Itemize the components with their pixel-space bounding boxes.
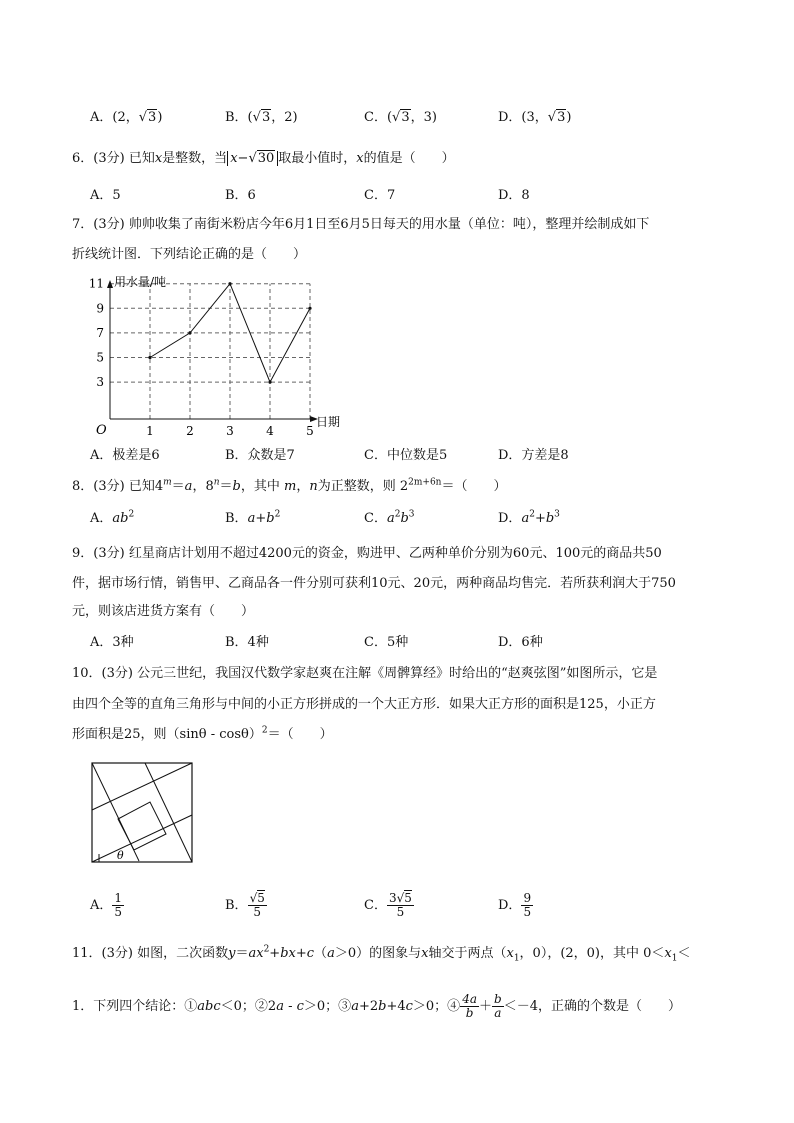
q11-c2b: - xyxy=(283,999,297,1014)
q8-var-a: a xyxy=(184,479,193,494)
q11-mid: 轴交于两点（ xyxy=(428,946,507,961)
q10-option-c-label: C． xyxy=(364,898,387,913)
q11-ax: ax xyxy=(248,946,264,961)
sqrt-symbol: √3 xyxy=(392,110,410,125)
x-tick-label: 5 xyxy=(306,424,314,438)
q6-option-d[interactable]: D．8 xyxy=(498,188,530,203)
q10-option-c-fraction xyxy=(387,892,414,919)
x-axis-label: 日期 xyxy=(316,415,341,429)
q8-option-c-exp2: 3 xyxy=(408,509,415,520)
q8-option-d-plus: + xyxy=(534,511,546,526)
sqrt-symbol: √3 xyxy=(252,110,271,125)
q11-f1-den: b xyxy=(465,1006,474,1020)
q9-stem-line1: 9．(3分) 红星商店计划用不超过4200元的资金，购进甲、乙两种单价分别为60元、100元的商品共50 xyxy=(72,546,662,561)
theta-label: θ xyxy=(117,849,124,862)
y-axis-label: 用水量/吨 xyxy=(114,275,167,289)
q11-x1b: x xyxy=(664,946,672,961)
q10-option-b-num: √5 xyxy=(249,891,265,905)
q8-option-d-base2: b xyxy=(545,511,555,526)
q6-option-a[interactable]: A．5 xyxy=(90,188,121,203)
q8-option-b-exp: 2 xyxy=(274,509,281,520)
q11-cond-a: a xyxy=(327,946,335,961)
y-tick-labels xyxy=(89,277,104,389)
right-triangle-edges xyxy=(145,763,192,862)
q8-sep: ，8 xyxy=(192,479,214,494)
q6-abs-minus: − xyxy=(237,151,249,166)
q8-option-c-label: C． xyxy=(364,511,387,526)
q5-option-b-suffix: ，2) xyxy=(271,110,298,125)
q11-sub2: 1 xyxy=(671,953,678,964)
q6-absolute-expression xyxy=(227,151,278,166)
q10-stem-line1: 10．(3分) 公元三世纪，我国汉代数学家赵爽在注解《周髀算经》时给出的“赵爽弦图”如图所示，它是 xyxy=(72,666,658,681)
q10-option-c-den: 5 xyxy=(396,905,405,919)
q11-plus1: + xyxy=(269,946,281,961)
q5-option-c-prefix: C．( xyxy=(364,110,393,125)
q11-c3e: c xyxy=(405,999,413,1014)
q8-mid2: 为正整数，则 2 xyxy=(317,479,409,494)
q5-option-c-suffix: ，3) xyxy=(410,110,437,125)
q11-c5: ＜－4，正确的个数是（ ） xyxy=(503,999,681,1014)
q8-option-d-exp2: 3 xyxy=(554,509,560,520)
q5-option-c[interactable] xyxy=(364,109,437,127)
y-tick-label: 11 xyxy=(88,276,104,291)
q10-stem-line2: 由四个全等的直角三角形与中间的小正方形拼成的一个大正方形．如果大正方形的面积是125，小正方 xyxy=(72,697,656,712)
q8-comma: ， xyxy=(296,479,310,494)
y-tick-label: 7 xyxy=(96,325,104,340)
q11-square: 2 xyxy=(263,944,270,955)
q10-option-a-num: 1 xyxy=(114,891,123,905)
y-tick-label: 5 xyxy=(96,350,104,365)
q6-abs-var: x xyxy=(230,151,238,166)
q11-f2-den: a xyxy=(494,1006,502,1020)
q6-mid: 是整数，当 xyxy=(162,151,228,166)
q7-stem-line2: 折线统计图．下列结论正确的是（ ） xyxy=(72,247,307,262)
q8-eq2: ＝ xyxy=(219,479,233,494)
sqrt-symbol: √3 xyxy=(547,110,566,125)
x-tick-label: 1 xyxy=(146,424,154,438)
q11-head: 11．(3分) 如图，二次函数 xyxy=(72,946,229,961)
q11-fraction-4a-over-b xyxy=(460,993,479,1020)
q11-plus: ＋ xyxy=(478,999,492,1014)
y-tick-label: 9 xyxy=(96,301,104,316)
q11-c2a: a xyxy=(276,999,284,1014)
q5-option-d-prefix: D．(3， xyxy=(498,110,548,125)
q6-tail: 取最小值时， xyxy=(278,151,357,166)
q10-option-d-label: D． xyxy=(498,898,522,913)
q11-cond-open: （ xyxy=(314,946,328,961)
q11-bx: bx xyxy=(280,946,296,961)
q10-option-c-radicand: 5 xyxy=(404,891,412,905)
q11-x1: x xyxy=(506,946,514,961)
q8-option-b-base1: a xyxy=(247,511,256,526)
x-tick-label: 4 xyxy=(266,424,274,438)
q7-option-b[interactable]: B．众数是7 xyxy=(225,448,295,463)
q5-option-b-radicand: 3 xyxy=(261,110,271,125)
q8-option-a-label: A． xyxy=(90,511,113,526)
q10-option-d-num: 9 xyxy=(523,891,532,905)
q5-option-d-radicand: 3 xyxy=(557,110,566,125)
q8-stem xyxy=(72,478,506,496)
q10-option-a[interactable] xyxy=(90,892,124,919)
q8-head: 8．(3分) 已知 xyxy=(72,479,155,494)
q9-option-c[interactable]: C．5种 xyxy=(364,635,409,650)
q9-option-d[interactable]: D．6种 xyxy=(498,635,543,650)
q10-option-d[interactable] xyxy=(498,892,533,919)
q10-line3-post: ＝（ ） xyxy=(267,727,333,742)
q5-option-a-prefix: A．(2， xyxy=(90,110,139,125)
q8-option-a[interactable] xyxy=(90,510,134,528)
q8-option-c-exp1: 2 xyxy=(394,509,401,520)
right-triangle-edges xyxy=(92,763,192,810)
q11-c3b: +2 xyxy=(358,999,379,1014)
q10-option-c-coef: 3 xyxy=(388,891,397,905)
q11-c3d: +4 xyxy=(386,999,406,1014)
q8-option-c[interactable] xyxy=(364,510,415,528)
q8-option-d-exp1: 2 xyxy=(529,509,535,520)
data-point xyxy=(308,307,311,310)
q10-option-c-num: 3√5 xyxy=(388,891,412,905)
large-square xyxy=(92,763,192,862)
q5-option-a[interactable] xyxy=(90,109,162,127)
q5-option-b[interactable] xyxy=(225,109,298,127)
q8-base1: 4 xyxy=(154,479,164,494)
q11-stem-line2 xyxy=(72,993,681,1020)
q11-line2-head: 1．下列四个结论：① xyxy=(72,999,198,1014)
zhao-shuang-string-diagram xyxy=(91,762,195,864)
q9-stem-line3: 元，则该店进货方案有（ ） xyxy=(72,604,255,619)
q11-c3a: a xyxy=(351,999,359,1014)
q8-tail: ＝（ ） xyxy=(441,479,507,494)
q6-tail-var: x xyxy=(356,151,364,166)
q11-f1-num: 4a xyxy=(462,992,477,1006)
q8-option-c-base2: b xyxy=(400,511,409,526)
q11-sub1: 1 xyxy=(513,953,520,964)
x-tick-label: 2 xyxy=(186,424,194,438)
q11-c2c: c xyxy=(296,999,304,1014)
small-square xyxy=(118,802,166,850)
q6-head: 6．(3分) 已知 xyxy=(72,151,155,166)
q8-option-d-base1: a xyxy=(521,511,530,526)
q8-option-a-exp: 2 xyxy=(128,509,135,520)
q10-option-c[interactable] xyxy=(364,892,414,919)
q6-var: x xyxy=(154,151,163,166)
q9-option-a[interactable]: A．3种 xyxy=(90,635,134,650)
q7-option-c[interactable]: C．中位数是5 xyxy=(364,448,448,463)
q11-c3c: b xyxy=(378,999,387,1014)
data-point xyxy=(268,381,271,384)
q5-option-b-prefix: B．( xyxy=(225,110,253,125)
q11-y: y xyxy=(228,946,236,961)
chart-grid xyxy=(110,284,310,419)
q8-exp3: 2m+6n xyxy=(408,477,442,488)
q11-c4: ＞0；④ xyxy=(412,999,461,1014)
q8-exp1: m xyxy=(163,477,172,488)
data-point xyxy=(228,282,231,285)
q8-option-b-plus: + xyxy=(255,511,267,526)
q10-option-b[interactable] xyxy=(225,892,267,919)
q10-option-d-den: 5 xyxy=(523,905,532,919)
q10-option-a-den: 5 xyxy=(114,905,123,919)
q10-option-b-fraction xyxy=(248,892,267,919)
sqrt-symbol: √30 xyxy=(248,151,275,166)
q5-option-d[interactable] xyxy=(498,109,571,127)
q8-option-b-base2: b xyxy=(266,511,275,526)
q11-cond-rest: ＞0）的图象与 xyxy=(334,946,422,961)
q9-option-b[interactable]: B．4种 xyxy=(225,635,269,650)
sqrt-symbol: √3 xyxy=(138,110,157,125)
q11-lt: ＜ xyxy=(677,946,691,961)
q8-option-c-base1: a xyxy=(386,511,395,526)
origin-label: O xyxy=(96,423,107,438)
q5-option-a-suffix: ) xyxy=(157,110,163,125)
q10-option-b-label: B． xyxy=(225,898,248,913)
q6-abs-radicand: 30 xyxy=(257,151,275,166)
q11-c1: ＜0；②2 xyxy=(220,999,277,1014)
q6-stem xyxy=(72,150,455,168)
q8-option-d-label: D． xyxy=(498,511,522,526)
q7-option-a[interactable]: A．极差是6 xyxy=(90,448,160,463)
q10-stem-line3 xyxy=(72,726,333,744)
q10-option-a-label: A． xyxy=(90,898,113,913)
q8-exp2: n xyxy=(213,477,220,488)
q5-option-d-suffix: ) xyxy=(566,110,572,125)
q10-option-d-fraction xyxy=(521,892,533,919)
data-point xyxy=(148,356,151,359)
q8-option-d[interactable] xyxy=(498,510,560,528)
q10-line3-pre: 形面积是25，则（sinθ - cosθ） xyxy=(72,727,262,742)
q8-var-m: m xyxy=(284,479,297,494)
q6-option-c[interactable]: C．7 xyxy=(364,188,396,203)
q11-plus2: + xyxy=(295,946,307,961)
data-point xyxy=(188,331,191,334)
q8-eq1: ＝ xyxy=(171,479,185,494)
y-tick-label: 3 xyxy=(96,375,104,390)
q10-option-a-fraction xyxy=(112,892,124,919)
q6-option-b[interactable]: B．6 xyxy=(225,188,256,203)
x-tick-label: 3 xyxy=(226,424,234,438)
q10-option-b-den: 5 xyxy=(253,905,262,919)
q9-stem-line2: 件，据市场行情，销售甲、乙商品各一件分别可获利10元、20元，两种商品均售完．若所获利润大于750 xyxy=(72,576,676,591)
q8-var-b: b xyxy=(232,479,241,494)
q8-option-b-label: B． xyxy=(225,511,248,526)
q11-f2-num: b xyxy=(494,992,502,1006)
q10-line3-exp: 2 xyxy=(261,725,268,736)
q11-points: ，0），(2，0)，其中 0＜ xyxy=(519,946,665,961)
q8-var-n: n xyxy=(309,479,318,494)
q11-eq: ＝ xyxy=(235,946,249,961)
q7-line-chart xyxy=(86,272,346,438)
q11-c: c xyxy=(306,946,315,961)
q5-option-c-radicand: 3 xyxy=(401,110,410,125)
q11-fraction-b-over-a xyxy=(492,993,504,1020)
q8-option-b[interactable] xyxy=(225,510,280,528)
q8-option-a-base: ab xyxy=(112,511,129,526)
q5-option-a-radicand: 3 xyxy=(148,110,157,125)
q11-x-axis: x xyxy=(421,946,429,961)
q7-option-d[interactable]: D．方差是8 xyxy=(498,448,569,463)
q11-abc: abc xyxy=(197,999,221,1014)
q8-mid: ，其中 xyxy=(240,479,280,494)
q11-stem-line1 xyxy=(72,945,691,963)
q10-option-b-radicand: 5 xyxy=(257,891,265,905)
x-tick-labels xyxy=(146,424,314,438)
q11-c3: ＞0；③ xyxy=(303,999,352,1014)
q7-stem-line1: 7．(3分) 帅帅收集了南街米粉店今年6月1日至6月5日每天的用水量（单位：吨），整理并绘制成如下 xyxy=(72,217,650,232)
q6-tail-end: 的值是（ ） xyxy=(363,151,455,166)
right-triangle-edges xyxy=(92,815,192,862)
